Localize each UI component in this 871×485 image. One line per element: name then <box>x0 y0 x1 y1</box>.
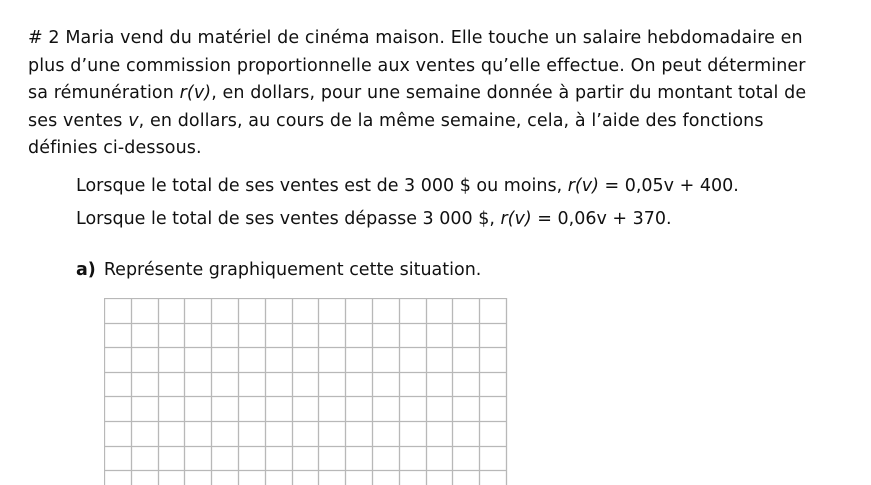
problem-statement <box>28 25 848 163</box>
variable-v: v <box>128 110 139 131</box>
statement-line-5: définies ci-dessous. <box>28 138 202 158</box>
statement-line-2: plus d’une commission proportionnelle aux ventes qu’elle effectue. On peut déterminer <box>28 55 806 76</box>
question-a <box>76 257 481 284</box>
statement-line-1: # 2 Maria vend du matériel de cinéma maison. Elle touche un salaire hebdomadaire en <box>28 28 803 48</box>
question-text: Représente graphiquement cette situation. <box>103 260 482 280</box>
function-notation: r(v) <box>179 83 212 103</box>
case-2: Lorsque le total de ses ventes dépasse 3 000 $, r(v) = 0,06v + 370. <box>76 209 672 229</box>
statement-line-3: sa rémunération r(v), en dollars, pour une semaine donnée à partir du montant total de <box>28 83 807 103</box>
graph-grid <box>104 298 508 485</box>
grid-svg <box>104 298 508 485</box>
question-label: a) <box>76 260 96 280</box>
piecewise-cases <box>76 170 739 236</box>
statement-line-4: ses ventes v, en dollars, au cours de la même semaine, cela, à l’aide des fonctions <box>28 110 764 131</box>
problem-number: # 2 <box>28 28 60 48</box>
case-1: Lorsque le total de ses ventes est de 3 000 $ ou moins, r(v) = 0,05v + 400. <box>76 176 739 196</box>
